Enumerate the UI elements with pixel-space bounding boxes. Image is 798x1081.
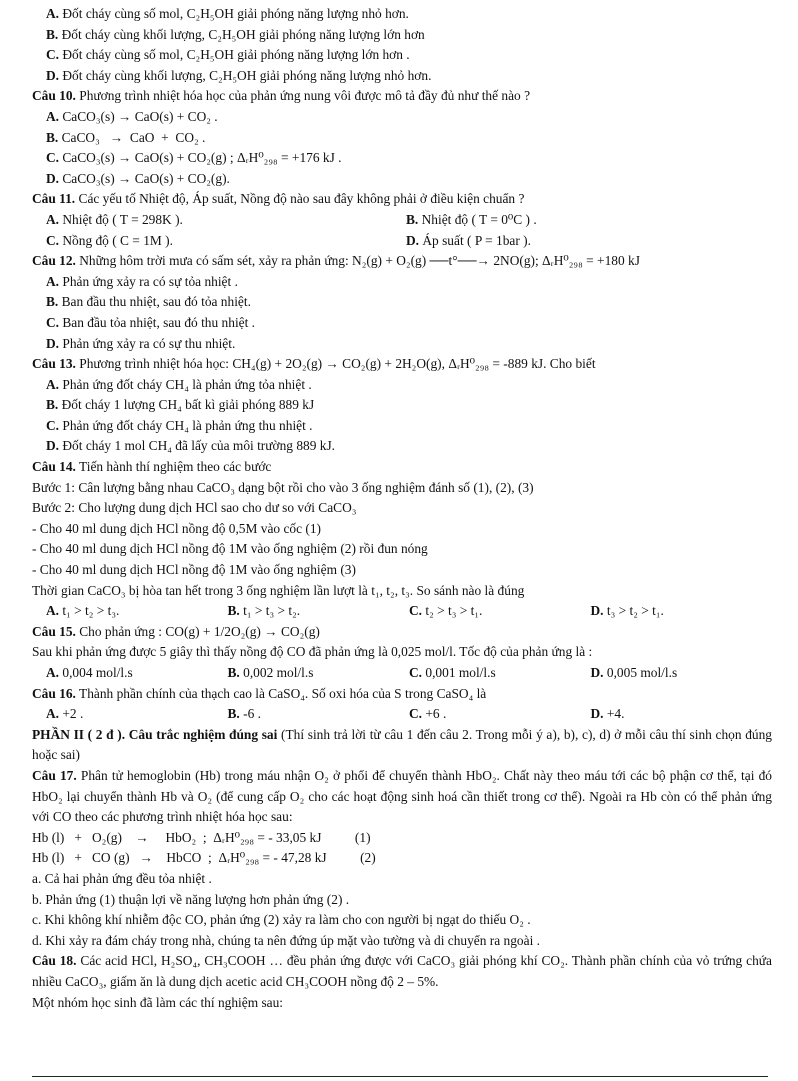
q13-option-d: D. Đốt cháy 1 mol CH₄ đã lấy của môi trường 889 kJ.: [46, 438, 336, 454]
q14-detail-1: - Cho 40 ml dung dịch HCl nồng độ 0,5M vào cốc (1): [32, 520, 321, 536]
question-13: Câu 13. Phương trình nhiệt hóa học: CH₄(g) + 2O₂(g) → CO₂(g) + 2H₂O(g), ΔᵣH⁰₂₉₈ = -889 kJ. Cho biết: [32, 356, 596, 372]
part-2-heading: PHẦN II ( 2 đ ). Câu trắc nghiệm đúng sai (Thí sinh trả lời từ câu 1 đến câu 2. Trong mỗi ý a), b), c), d) ở mỗi câu thí sinh chọn đúng hoặc sai): [32, 726, 772, 763]
q14-option-b: B. t₁ > t₃ > t₂.: [227, 603, 301, 619]
q17-statement-b: b. Phản ứng (1) thuận lợi về năng lượng hơn phản ứng (2) .: [32, 891, 350, 907]
question-18: Câu 18. Các acid HCl, H₂SO₄, CH₃COOH … đều phản ứng được với CaCO₃ giải phóng khí CO₂. Thành phần chính của vỏ trứng chứa nhiều CaCO₃, giấm ăn là dung dịch acetic acid CH₃COOH nồng độ 2 – 5%.: [32, 953, 772, 989]
q12-option-d: D. Phản ứng xảy ra có sự thu nhiệt.: [46, 335, 236, 351]
q16-option-a: A. +2 .: [46, 706, 84, 722]
q14-option-d: D. t₃ > t₂ > t₁.: [590, 603, 664, 619]
q17-statement-c: c. Khi không khí nhiễm độc CO, phản ứng (2) xảy ra làm cho con người bị ngạt do thiếu O₂ .: [32, 912, 531, 928]
q11-options-row-2: [32, 231, 772, 252]
q11-option-d: D. Áp suất ( P = 1bar ).: [406, 232, 531, 248]
q14-step-2: Bước 2: Cho lượng dung dịch HCl sao cho dư so với CaCO₃: [32, 500, 357, 516]
q11-option-b: B. Nhiệt độ ( T = 0⁰C ) .: [406, 211, 537, 227]
question-16: Câu 16. Thành phần chính của thạch cao là CaSO₄. Số oxi hóa của S trong CaSO₄ là: [32, 685, 487, 701]
q16-option-c: C. +6 .: [409, 706, 447, 722]
q9-option-c: C. Đốt cháy cùng số mol, C₂H₅OH giải phóng năng lượng lớn hơn .: [46, 47, 410, 63]
q15-option-c: C. 0,001 mol/l.s: [409, 665, 496, 680]
q16-option-d: D. +4.: [590, 706, 625, 722]
q14-option-c: C. t₂ > t₃ > t₁.: [409, 603, 483, 619]
q13-option-a: A. Phản ứng đốt cháy CH₄ là phản ứng tỏa nhiệt .: [46, 376, 312, 392]
q9-option-b: B. Đốt cháy cùng khối lượng, C₂H₅OH giải phóng năng lượng lớn hơn: [46, 26, 425, 42]
q14-detail-3: - Cho 40 ml dung dịch HCl nồng độ 1M vào ống nghiệm (3): [32, 562, 356, 578]
q9-option-d: D. Đốt cháy cùng khối lượng, C₂H₅OH giải phóng năng lượng nhỏ hơn.: [46, 67, 432, 83]
q9-option-a: A. Đốt cháy cùng số mol, C₂H₅OH giải phóng năng lượng nhỏ hơn.: [46, 6, 409, 21]
q14-prompt: Thời gian CaCO₃ bị hòa tan hết trong 3 ống nghiệm lần lượt là t₁, t₂, t₃. So sánh nào là đúng: [32, 582, 525, 598]
q10-option-b: B. CaCO₃ → CaO + CO₂ .: [46, 129, 206, 145]
q12-option-a: A. Phản ứng xảy ra có sự tỏa nhiệt .: [46, 273, 238, 289]
q12-option-c: C. Ban đầu tỏa nhiệt, sau đó thu nhiệt .: [46, 314, 256, 330]
q17-reaction-2: Hb (l) + CO (g) → HbCO ; ΔᵣH⁰₂₉₈ = - 47,28 kJ (2): [32, 850, 376, 866]
q10-option-c: C. CaCO₃(s) → CaO(s) + CO₂(g) ; ΔᵣH⁰₂₉₈ = +176 kJ .: [46, 150, 342, 166]
question-17: Câu 17. Phân tử hemoglobin (Hb) trong máu nhận O₂ ở phổi để chuyển thành HbO₂. Chất này theo máu tới các bộ phận cơ thể, tại đó HbO₂ lại chuyển thành Hb và O₂ (để cung cấp O₂ cho các hoạt động sinh hoá cần thiết trong cơ thể). Ngoài ra Hb còn có thể phản ứng với CO theo các phương trình nhiệt hóa học sau:: [32, 767, 772, 825]
q14-option-a: A. t₁ > t₂ > t₃.: [46, 603, 120, 619]
question-12: Câu 12. Những hôm trời mưa có sấm sét, xảy ra phản ứng: N₂(g) + O₂(g) ──t°──→ 2NO(g); ΔᵣH⁰₂₉₈ = +180 kJ: [32, 253, 640, 269]
page-bottom-divider: [32, 1076, 768, 1077]
q16-options: [32, 704, 772, 725]
q13-option-b: B. Đốt cháy 1 lượng CH₄ bất kì giải phóng 889 kJ: [46, 397, 315, 413]
q12-option-b: B. Ban đầu thu nhiệt, sau đó tỏa nhiệt.: [46, 294, 251, 310]
q17-statement-a: a. Cả hai phản ứng đều tỏa nhiệt .: [32, 870, 212, 886]
q18-prompt: Một nhóm học sinh đã làm các thí nghiệm sau:: [32, 994, 284, 1010]
q14-options: [32, 601, 772, 622]
q15-option-b: B. 0,002 mol/l.s: [227, 665, 314, 680]
question-15: Câu 15. Cho phản ứng : CO(g) + 1/2O₂(g) → CO₂(g): [32, 623, 320, 639]
q10-option-d: D. CaCO₃(s) → CaO(s) + CO₂(g).: [46, 170, 230, 186]
q15-options: [32, 663, 772, 684]
q13-option-c: C. Phản ứng đốt cháy CH₄ là phản ứng thu nhiệt .: [46, 417, 313, 433]
q16-option-b: B. -6 .: [227, 706, 261, 722]
question-11: Câu 11. Các yếu tố Nhiệt độ, Áp suất, Nồng độ nào sau đây không phải ở điều kiện chuẩn ?: [32, 191, 525, 207]
q15-option-a: A. 0,004 mol/l.s: [46, 665, 133, 680]
q14-detail-2: - Cho 40 ml dung dịch HCl nồng độ 1M vào ống nghiệm (2) rồi đun nóng: [32, 541, 428, 557]
question-14: Câu 14. Tiến hành thí nghiệm theo các bước: [32, 459, 272, 475]
q11-option-a: A. Nhiệt độ ( T = 298K ).: [46, 211, 183, 227]
q11-option-c: C. Nồng độ ( C = 1M ).: [46, 232, 173, 248]
question-10: Câu 10. Phương trình nhiệt hóa học của phản ứng nung vôi được mô tả đầy đủ như thế nào ?: [32, 88, 531, 104]
document-page: [32, 4, 772, 1013]
q11-options-row-1: [32, 210, 772, 231]
q10-option-a: A. CaCO₃(s) → CaO(s) + CO₂ .: [46, 108, 218, 124]
q17-reaction-1: Hb (l) + O₂(g) → HbO₂ ; ΔᵣH⁰₂₉₈ = - 33,05 kJ (1): [32, 829, 371, 845]
q15-prompt: Sau khi phản ứng được 5 giây thì thấy nồng độ CO đã phản ứng là 0,025 mol/l. Tốc độ của phản ứng là :: [32, 644, 593, 660]
q15-option-d: D. 0,005 mol/l.s: [590, 665, 678, 680]
q14-step-1: Bước 1: Cân lượng bằng nhau CaCO₃ dạng bột rồi cho vào 3 ống nghiệm đánh số (1), (2), (3): [32, 479, 534, 495]
q17-statement-d: d. Khi xảy ra đám cháy trong nhà, chúng ta nên đứng úp mặt vào tường và di chuyển ra ngoài .: [32, 932, 540, 948]
